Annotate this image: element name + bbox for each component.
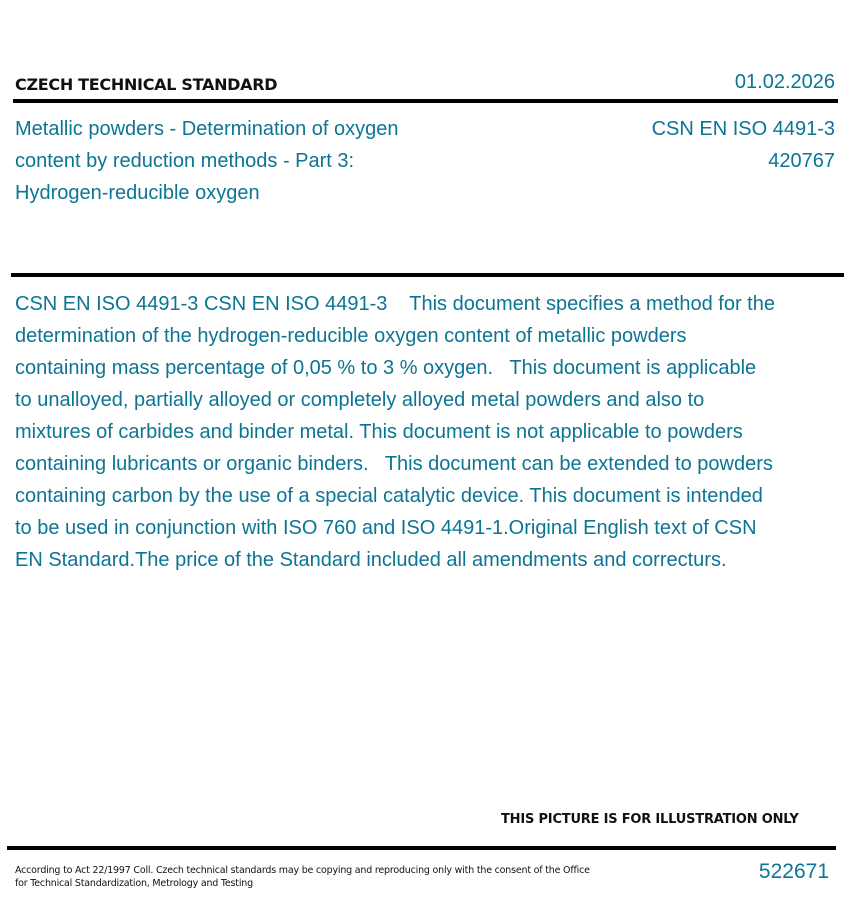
publication-date: 01.02.2026 [734, 71, 835, 93]
document-id: 522671 [758, 860, 829, 883]
footer-divider [7, 846, 836, 850]
document-codes [652, 113, 835, 177]
legal-notice: According to Act 22/1997 Coll. Czech technical standards may be copying and reproducing only with the consent of the Office for Technical Standardization, Metrology and Testing [15, 865, 590, 889]
standard-type-label: CZECH TECHNICAL STANDARD [15, 75, 278, 94]
illustration-disclaimer: THIS PICTURE IS FOR ILLUSTRATION ONLY [501, 812, 799, 827]
document-abstract: CSN EN ISO 4491-3 CSN EN ISO 4491-3 This document specifies a method for the determination of the hydrogen-reducible oxygen content of metallic powders containing mass percentage of 0,05 % to 3 % oxygen. This document is applicable to unalloyed, partially alloyed or completely alloyed metal powders and also to mixtures of carbides and binder metal. This document is not applicable to powders containing lubricants or organic binders. This document can be extended to powders containing carbon by the use of a special catalytic device. This document is intended to be used in conjunction with ISO 760 and ISO 4491-1.Original English text of CSN EN Standard.The price of the Standard included all amendments and correcturs. [15, 293, 781, 571]
catalog-number: 420767 [768, 150, 835, 172]
title-divider [11, 273, 844, 277]
document-title: Metallic powders - Determination of oxygen content by reduction methods - Part 3: Hydrogen-reducible oxygen [15, 118, 399, 204]
header-divider [13, 99, 838, 103]
standard-number: CSN EN ISO 4491-3 [651, 118, 835, 140]
